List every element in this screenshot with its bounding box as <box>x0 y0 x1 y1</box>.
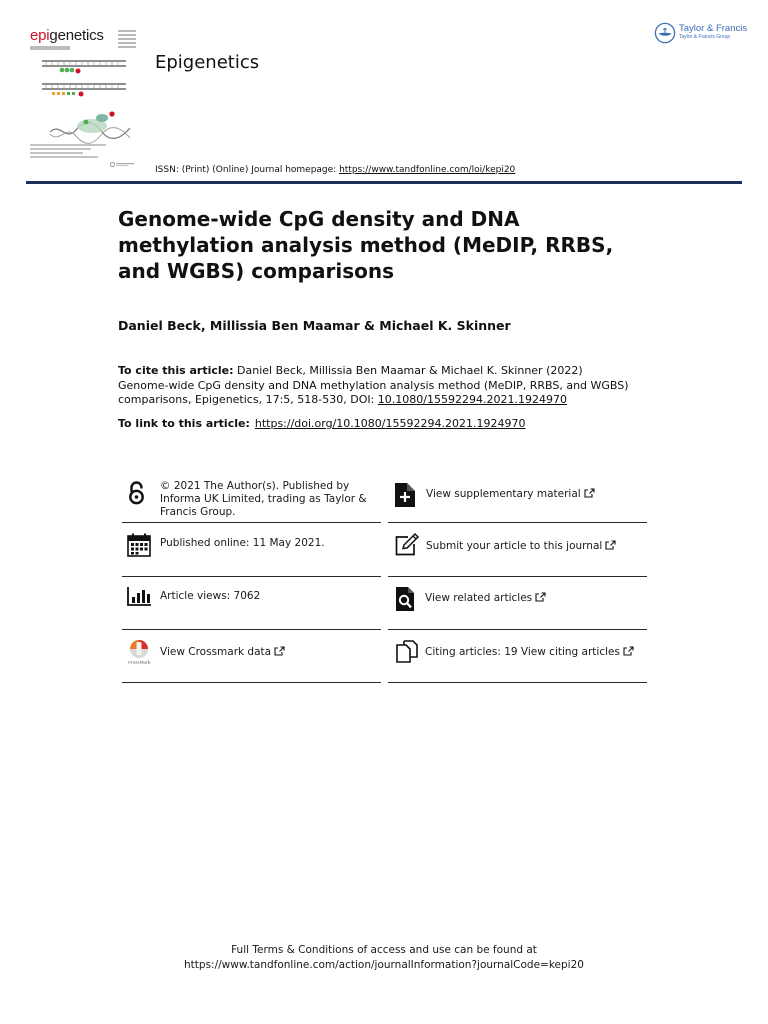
calendar-icon <box>126 532 152 558</box>
article-title: Genome-wide CpG density and DNA methylation analysis method (MeDIP, RRBS, and WGBS) comparisons <box>118 207 614 283</box>
article-views <box>126 584 382 610</box>
related-label: View related articles <box>425 592 533 604</box>
crossmark-link[interactable] <box>126 639 382 665</box>
doi-link[interactable]: 10.1080/15592294.2021.1924970 <box>377 393 567 407</box>
terms-footer <box>0 943 768 973</box>
grid-divider <box>388 629 647 630</box>
grid-divider <box>122 576 381 577</box>
article-doi-url[interactable]: https://doi.org/10.1080/15592294.2021.1924970 <box>254 417 526 430</box>
article-authors: Daniel Beck, Millissia Ben Maamar & Michael K. Skinner <box>118 318 511 333</box>
grid-divider <box>388 522 647 523</box>
document-search-icon <box>394 586 420 612</box>
cover-footer-text <box>30 144 106 160</box>
publisher-lamp-icon <box>654 22 676 44</box>
terms-text: Full Terms & Conditions of access and use can be found at <box>231 944 537 956</box>
submit-label: Submit your article to this journal <box>426 540 603 552</box>
header-divider <box>26 181 742 184</box>
cover-publisher-logo <box>110 162 138 167</box>
publisher-group: Taylor & Francis Group <box>679 34 731 40</box>
citation-block <box>118 364 636 408</box>
external-link-icon <box>605 540 616 550</box>
supplementary-material-link[interactable] <box>392 482 648 508</box>
article-views-text: Article views: 7062 <box>160 590 261 602</box>
cite-text: Daniel Beck, Millissia Ben Maamar & Michael K. Skinner (2022) Genome-wide CpG density and DNA methylation analysis method (MeDIP, RRBS, and WGBS) comparisons, Epigenetics, 17:5, 518-530, DOI: <box>118 364 629 407</box>
citing-documents-icon <box>394 639 420 665</box>
submit-article-link[interactable] <box>394 532 648 558</box>
grid-divider <box>122 682 381 683</box>
document-plus-icon <box>392 482 418 508</box>
issn-line <box>155 165 515 175</box>
grid-divider <box>388 682 647 683</box>
grid-divider <box>122 522 381 523</box>
cover-volume-line <box>30 46 70 50</box>
external-link-icon <box>274 646 285 656</box>
related-articles-link[interactable] <box>394 586 648 612</box>
citing-label: Citing articles: 19 View citing articles <box>425 646 620 658</box>
open-access-icon <box>124 480 150 506</box>
bar-chart-icon <box>126 584 152 610</box>
cover-logo: epigenetics <box>30 27 104 44</box>
journal-name: Epigenetics <box>155 52 260 73</box>
article-link-line <box>118 417 525 430</box>
supplementary-label: View supplementary material <box>426 488 581 500</box>
cite-label: To cite this article: <box>118 364 234 377</box>
issn-text: ISSN: (Print) (Online) Journal homepage: <box>155 165 340 175</box>
terms-link[interactable]: https://www.tandfonline.com/action/journalInformation?journalCode=kepi20 <box>184 959 584 971</box>
external-link-icon <box>535 592 546 602</box>
cover-side-text <box>118 30 136 50</box>
open-access-text: © 2021 The Author(s). Published by Informa UK Limited, trading as Taylor & Francis Group. <box>160 480 367 518</box>
citing-articles-link[interactable] <box>394 639 648 665</box>
crossmark-label: View Crossmark data <box>160 646 272 658</box>
published-online-text: Published online: 11 May 2021. <box>160 537 325 549</box>
edit-icon <box>394 532 420 558</box>
published-online <box>126 532 382 558</box>
journal-homepage-link[interactable]: https://www.tandfonline.com/loi/kepi20 <box>339 165 516 175</box>
link-label: To link to this article: <box>118 417 250 430</box>
grid-divider <box>122 629 381 630</box>
grid-divider <box>388 576 647 577</box>
journal-cover-thumbnail <box>30 28 138 174</box>
crossmark-icon <box>126 639 152 665</box>
publisher-logo[interactable] <box>654 22 750 48</box>
publisher-name: Taylor & Francis <box>679 23 748 34</box>
external-link-icon <box>623 646 634 656</box>
external-link-icon <box>584 488 595 498</box>
open-access-notice <box>124 480 382 518</box>
crossmark-badge-text: CrossMark <box>127 659 151 665</box>
